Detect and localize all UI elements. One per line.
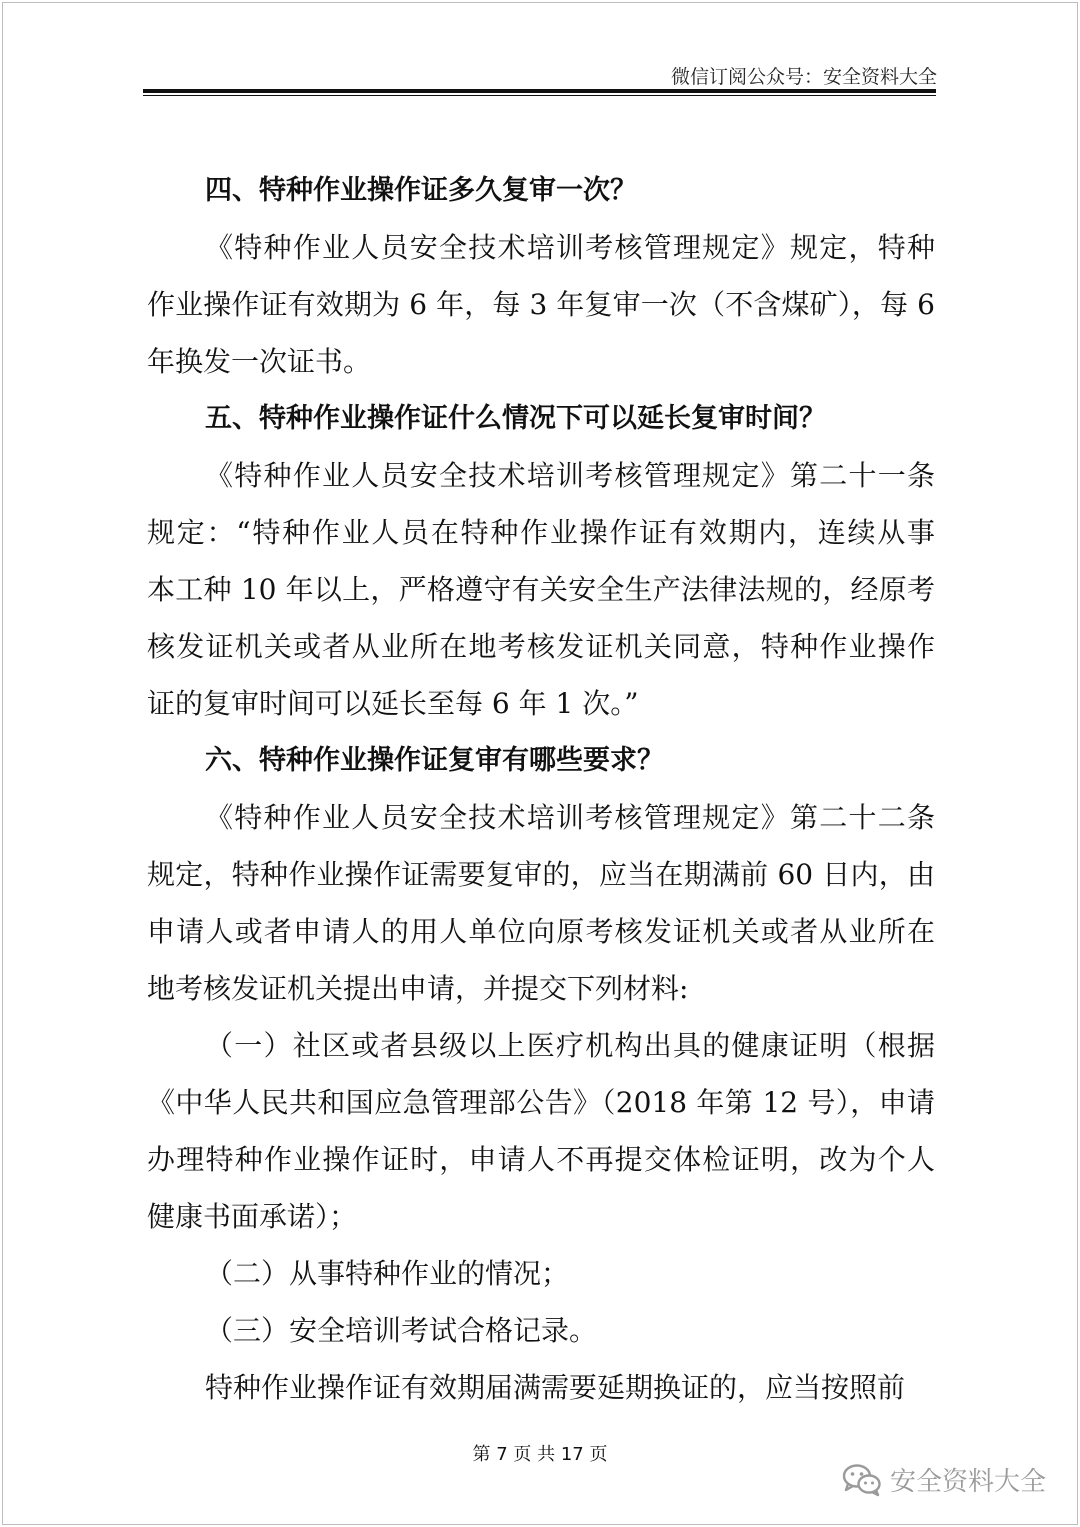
paragraph <box>147 219 935 390</box>
text-line: 规定，特种作业操作证需要复审的，应当在期满前 60 日内，由 <box>147 858 935 891</box>
paragraph <box>147 1017 935 1245</box>
text-line: （三）安全培训考试合格记录。 <box>205 1314 598 1347</box>
text-line: 证的复审时间可以延长至每 6 年 1 次。” <box>147 687 639 720</box>
watermark <box>842 1461 1046 1498</box>
text-line: （二）从事特种作业的情况； <box>205 1257 570 1290</box>
text-line: 核发证机关或者从业所在地考核发证机关同意，特种作业操作 <box>147 630 935 663</box>
paragraph <box>147 1245 935 1302</box>
section-heading: 六、特种作业操作证复审有哪些要求？ <box>205 745 664 776</box>
text-line: 《特种作业人员安全技术培训考核管理规定》第二十一条 <box>205 459 935 492</box>
text-line: 《特种作业人员安全技术培训考核管理规定》第二十二条 <box>205 801 935 834</box>
paragraph <box>147 1302 935 1359</box>
paragraph <box>147 789 935 1017</box>
text-line: 年换发一次证书。 <box>147 345 372 378</box>
page-number: 第 7 页 共 17 页 <box>472 1444 608 1465</box>
wechat-icon <box>842 1463 882 1497</box>
page-header: 微信订阅公众号：安全资料大全 <box>670 66 937 88</box>
header-rule <box>143 89 936 93</box>
text-line: 特种作业操作证有效期届满需要延期换证的，应当按照前 <box>205 1371 906 1404</box>
document-body <box>147 162 935 1416</box>
paragraph <box>147 447 935 732</box>
paragraph <box>147 1359 935 1416</box>
text-line: 办理特种作业操作证时，申请人不再提交体检证明，改为个人 <box>147 1143 935 1176</box>
text-line: 《中华人民共和国应急管理部公告》（2018 年第 12 号），申请 <box>147 1086 935 1119</box>
text-line: 本工种 10 年以上，严格遵守有关安全生产法律法规的，经原考 <box>147 573 935 606</box>
text-line: 规定：“特种作业人员在特种作业操作证有效期内，连续从事 <box>147 516 935 549</box>
text-line: （一）社区或者县级以上医疗机构出具的健康证明（根据 <box>205 1029 935 1062</box>
text-line: 申请人或者申请人的用人单位向原考核发证机关或者从业所在 <box>147 915 935 948</box>
text-line: 《特种作业人员安全技术培训考核管理规定》规定，特种 <box>205 231 935 264</box>
text-line: 健康书面承诺）； <box>147 1200 358 1233</box>
header-rule-thin <box>143 95 936 96</box>
section-heading: 五、特种作业操作证什么情况下可以延长复审时间？ <box>205 403 826 434</box>
watermark-text: 安全资料大全 <box>889 1467 1046 1497</box>
text-line: 地考核发证机关提出申请，并提交下列材料: <box>147 972 689 1005</box>
text-line: 作业操作证有效期为 6 年，每 3 年复审一次（不含煤矿），每 6 <box>147 288 935 321</box>
section-heading: 四、特种作业操作证多久复审一次？ <box>205 175 637 206</box>
